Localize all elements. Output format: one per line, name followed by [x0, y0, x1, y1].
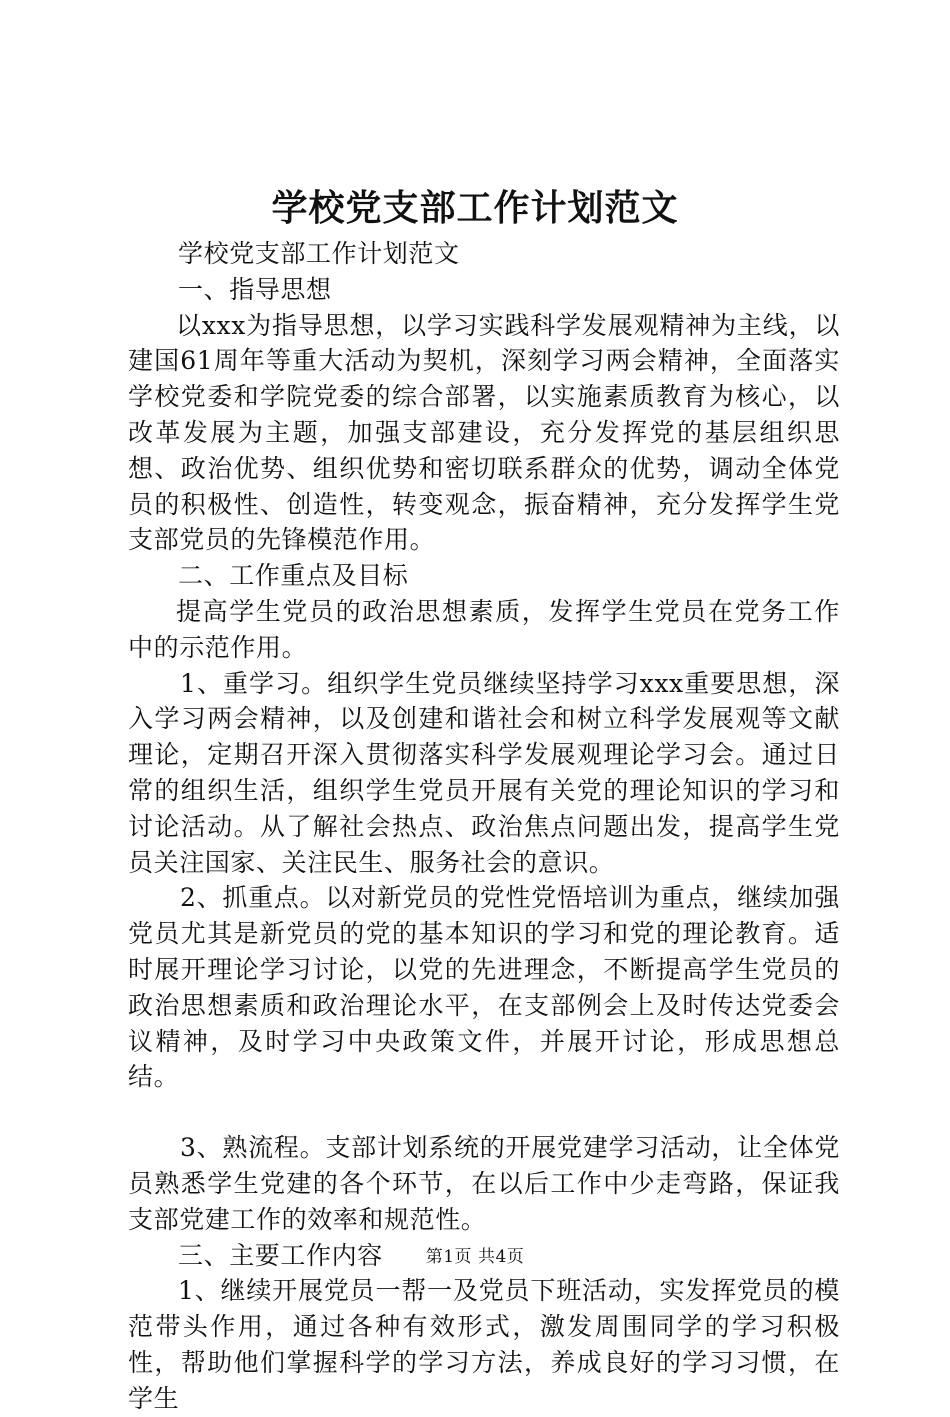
paragraph-item-1: 1、重学习。组织学生党员继续坚持学习xxx重要思想，深入学习两会精神，以及创建和谐社会和树立科学发展观等文献理论，定期召开深入贯彻落实科学发展观理论学习会。通过日常的组织生活，组织学生党员开展有关党的理论知识的学习和讨论活动。从了解社会热点、政治焦点问题出发，提高学生党员关注国家、关注民生、服务社会的意识。	[128, 668, 840, 877]
heading-guiding-thought: 一、指导思想	[178, 274, 332, 304]
paragraph-subtitle: 学校党支部工作计划范文	[178, 239, 460, 268]
document-title: 学校党支部工作计划范文	[271, 187, 679, 229]
heading-main-content: 三、主要工作内容	[178, 1240, 383, 1270]
paragraph-guiding-thought: 以xxx为指导思想，以学习实践科学发展观精神为主线，以建国61周年等重大活动为契机，深刻学习两会精神，全面落实学校党委和学院党委的综合部署，以实施素质教育为核心，以改革发展为主题，加强支部建设，充分发挥党的基层组织思想、政治优势、组织优势和密切联系群众的优势，调动全体党员的积极性、创造性，转变观念，振奋精神，充分发挥学生党支部党员的先锋模范作用。	[128, 310, 840, 555]
paragraph-key-work: 提高学生党员的政治思想素质，发挥学生党员在党务工作中的示范作用。	[128, 596, 840, 662]
document-body	[128, 236, 840, 1417]
paragraph-item-3: 3、熟流程。支部计划系统的开展党建学习活动，让全体党员熟悉学生党建的各个环节，在以后工作中少走弯路，保证我支部党建工作的效率和规范性。	[128, 1133, 840, 1234]
paragraph-main-item-1: 1、继续开展党员一帮一及党员下班活动，实发挥党员的模范带头作用，通过各种有效形式，激发周围同学的学习积极性，帮助他们掌握科学的学习方法，养成良好的学习习惯，在学生	[128, 1276, 840, 1413]
heading-key-work: 二、工作重点及目标	[178, 561, 409, 591]
paragraph-gap	[128, 1095, 840, 1130]
page-footer: 第1页 共4页	[425, 1247, 525, 1267]
paragraph-item-2: 2、抓重点。以对新党员的党性党悟培训为重点，继续加强党员尤其是新党员的党的基本知识的学习和党的理论教育。适时展开理论学习讨论，以党的先进理念，不断提高学生党员的政治思想素质和政治理论水平，在支部例会上及时传达党委会议精神，及时学习中央政策文件，并展开讨论，形成思想总结。	[128, 883, 840, 1092]
